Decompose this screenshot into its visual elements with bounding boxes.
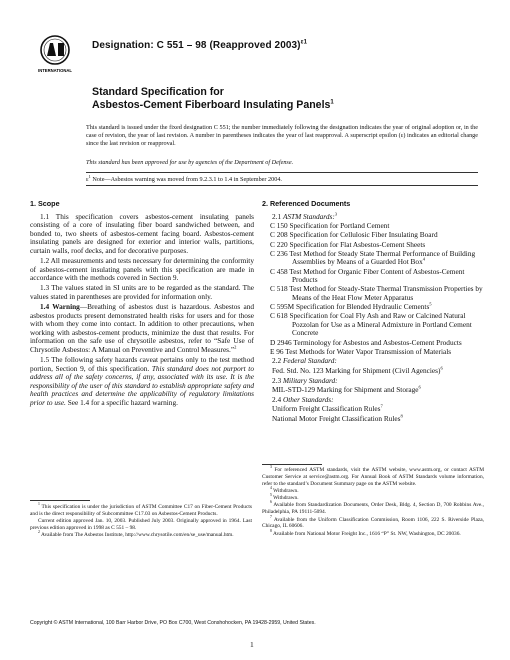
ref-sup: 6 [418, 384, 421, 390]
p5-a: 1.5 The following safety hazards caveat pertains only to the test method portion, Section 9, of this specification. [30, 355, 254, 373]
copyright-line: Copyright © ASTM International, 100 Barr Harbor Drive, PO Box C700, West Conshohocken, PA 19428-2959, United States. [30, 620, 316, 626]
p5-b: This standard does not purport to address all of the safety concerns, if any, associated with its use. It is the responsibility of the user of this standard to establish appropriate safety and health practices and determine the applicability of regulatory limitations prior to use. [30, 363, 254, 408]
dod-note: This standard has been approved for use by agencies of the Department of Defense. [86, 159, 294, 166]
title-line2: Asbestos-Cement Fiberboard Insulating Panels [92, 98, 331, 111]
designation-sup: ε1 [300, 39, 308, 46]
editorial-sup: 1 [88, 173, 91, 179]
title-sup: 1 [330, 98, 334, 105]
ref-text: D 2946 Terminology for Asbestos and Asbestos-Cement Products [270, 337, 462, 347]
warning-sup: 2 [234, 344, 237, 350]
page-number: 1 [250, 640, 254, 649]
ref-text: National Motor Freight Classification Rules [272, 413, 401, 423]
reference-item [262, 285, 484, 302]
paragraph-1-2: 1.2 All measurements and tests necessary for determining the conformity of asbestos-cement insulating panels with this specification are made in accordance with the methods covered in Section 9. [30, 256, 254, 283]
ref-text: Uniform Freight Classification Rules [272, 404, 381, 414]
title-line1: Standard Specification for [92, 86, 224, 98]
ref-sup: 6 [440, 365, 443, 371]
footnote-text: Available from National Motor Freight Inc., 1616 “P” St. NW, Washington, DC 20036. [272, 530, 461, 537]
editorial-text: Note—Asbestos warning was moved from 9.2.3.1 to 1.4 in September 2004. [92, 176, 282, 183]
footnote-number: 1 [38, 502, 40, 507]
sub-sup: 3 [334, 211, 338, 217]
footnote [30, 504, 252, 518]
military-standard-subhead [262, 377, 484, 386]
paragraph-1-4 [30, 303, 254, 355]
ref-text: C 458 Test Method for Organic Fiber Content of Asbestos-Cement Products [270, 266, 465, 285]
astm-standards-subhead [262, 213, 484, 222]
sub-label: 2.4 [272, 394, 283, 404]
footnote-number: 6 [270, 500, 272, 505]
footnotes-right [262, 467, 484, 538]
footnote-text: Available from Standardization Documents, Order Desk, Bldg. 4, Section D, 700 Robbins Ave., Philadelphia, PA 19111-5094. [262, 502, 484, 516]
paragraph-1-5 [30, 356, 254, 408]
footnote-text: Withdrawn. [273, 495, 299, 502]
designation [92, 40, 307, 51]
paragraph-1-3: 1.3 The values stated in SI units are to be regarded as the standard. The values stated in parentheses are provided for information only. [30, 283, 254, 301]
footnote-divider [30, 500, 90, 501]
footnote-number: 2 [38, 530, 40, 535]
right-column [262, 200, 484, 424]
reference-list [262, 222, 484, 356]
sub-label: 2.3 [272, 375, 283, 385]
editorial-mark: ε [86, 176, 89, 183]
footnote-number: 5 [270, 493, 272, 498]
paragraph-1-1: 1.1 This specification covers asbestos-cement insulating panels consisting of a core of insulating fiber board sandwiched between, and bonded to, two sheets of asbestos-cement facing board. Asbestos-cement insulating panels are designed for exterior and interior walls, partitions, curtain walls, roof decks, and for decorative purposes. [30, 211, 254, 255]
designation-text: Designation: C 551 – 98 (Reapproved 2003) [92, 40, 301, 51]
footnote-text: Withdrawn. [273, 487, 299, 494]
ref-text: C 236 Test Method for Steady State Thermal Performance of Building Assemblies by Means of a Guarded Hot Box [270, 248, 476, 267]
ref-text: C 618 Specification for Coal Fly Ash and Raw or Calcined Natural Pozzolan for Use as a Mineral Admixture in Portland Cement Concrete [270, 311, 472, 338]
footnote [30, 532, 252, 539]
ref-sup: 7 [380, 403, 383, 409]
footnote [262, 502, 484, 516]
footnote [262, 528, 484, 538]
reference-item [262, 312, 484, 338]
footnote-number: 4 [270, 486, 272, 491]
sub-italic: Military Standard: [282, 375, 338, 385]
other-standard-item [262, 415, 484, 424]
footnote-text: Current edition approved Jan. 10, 2003. Published July 2003. Originally approved in 1964. Last previous edition approved in 1998 as C 551 – 98. [30, 518, 252, 531]
footnote-number: 7 [270, 514, 272, 519]
ref-text: C 220 Specification for Flat Asbestos-Cement Sheets [270, 239, 426, 249]
footnotes-left [30, 504, 252, 539]
reference-item [262, 250, 484, 267]
footnote [262, 514, 484, 531]
ref-text: E 96 Test Methods for Water Vapor Transmission of Materials [270, 346, 452, 356]
sub-label: 2.1 [272, 211, 283, 221]
footnote [262, 495, 484, 502]
divider [86, 172, 478, 173]
footnote [30, 518, 252, 535]
ref-sup: 4 [422, 256, 426, 262]
ref-sup: 5 [429, 301, 432, 307]
sub-italic: Federal Standard: [282, 356, 337, 366]
ref-text: C 518 Test Method for Steady-State Thermal Transmission Properties by Means of the Heat Flow Meter Apparatus [270, 284, 483, 302]
warning-text: —Breathing of asbestos dust is hazardous. Asbestos and asbestos products present demonstrated health risks for users and for those with whom they come into contact. In addition to other precautions, when working with asbestos-cement products, minimize the dust that results. For information on the safe use of chrysotile asbestos, refer to “Safe Use of Chrysotile Asbestos: A Manual on Preventive and Control Measures.” [30, 302, 254, 354]
footnote-text: This specification is under the jurisdiction of ASTM Committee C17 on Fiber-Cement Products and is the direct responsibility of Subcommittee C17.03 on Asbestos-Cement Products. [30, 504, 252, 517]
footnote-text: Available from The Asbestos Institute, http://www.chrysotile.com/en/se_use/manual.htm. [40, 532, 234, 539]
other-standards-list [262, 405, 484, 423]
federal-standard-subhead [262, 357, 484, 366]
ref-sup: 8 [400, 413, 403, 419]
reference-item [262, 348, 484, 357]
sub-italic: Other Standards: [282, 394, 334, 404]
military-item [262, 386, 484, 395]
ref-text: C 595M Specification for Blended Hydraulic Cements [270, 302, 430, 312]
ref-text: Fed. Std. No. 123 Marking for Shipment (Civil Agencies) [272, 366, 441, 376]
divider [86, 185, 478, 186]
ref-text: MIL-STD-129 Marking for Shipment and Storage [272, 385, 419, 395]
section-heading-scope: 1. Scope [30, 199, 60, 208]
section-heading-references: 2. Referenced Documents [262, 199, 351, 208]
sub-italic: ASTM Standards: [282, 211, 335, 221]
p5-c: See 1.4 for a specific hazard warning. [65, 398, 178, 408]
reference-item [262, 268, 484, 285]
editorial-note [86, 173, 478, 183]
footnote-number: 3 [270, 465, 272, 470]
footnote [262, 467, 484, 487]
warning-label: 1.4 Warning [40, 302, 80, 312]
sub-label: 2.2 [272, 356, 283, 366]
federal-item [262, 367, 484, 376]
footnote-text: Available from the Uniform Classification Commission, Room 1106, 222 S. Riverside Plaza, Chicago, IL 60606. [262, 516, 484, 530]
ref-text: C 150 Specification for Portland Cement [270, 221, 390, 231]
footnote [262, 486, 484, 498]
logo-text: INTERNATIONAL [38, 68, 72, 73]
issued-note: This standard is issued under the fixed designation C 551; the number immediately following the designation indicates the year of original adoption or, in the case of revision, the year of last revision. A number in parentheses indicates the year of last reapproval. A superscript epsilon (ε) indicates an editorial change since the last revision or reapproval. [86, 124, 478, 147]
page-title [92, 86, 452, 111]
astm-logo [38, 34, 72, 74]
left-column [30, 200, 254, 409]
footnote-number: 8 [270, 528, 272, 533]
ref-text: C 208 Specification for Cellulosic Fiber Insulating Board [270, 230, 438, 240]
footnote-text: For referenced ASTM standards, visit the ASTM website, www.astm.org, or contact ASTM Customer Service at service@astm.org. For Annual Book of ASTM Standards volume information, refer to the standard’s Document Summary page on the ASTM website. [262, 467, 484, 487]
